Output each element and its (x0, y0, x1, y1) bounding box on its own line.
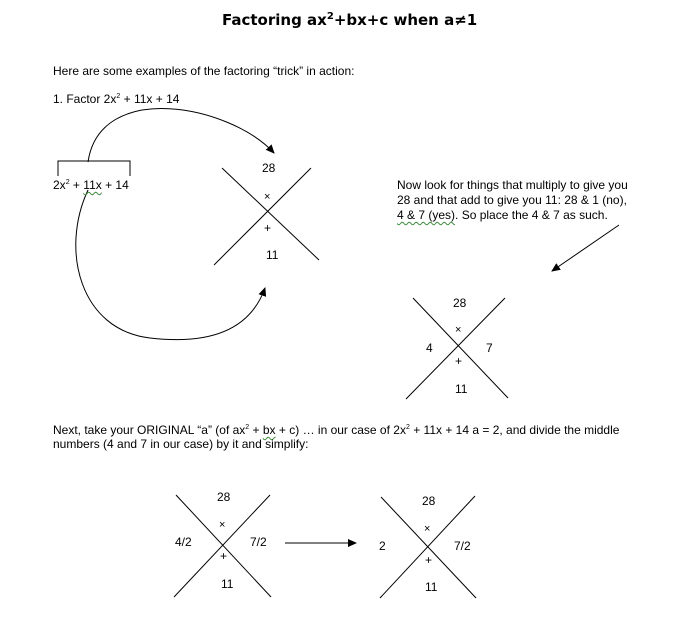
x3-times: × (219, 519, 226, 531)
next-line2: numbers (4 and 7 in our case) by it and simplify: (53, 437, 309, 451)
curved-arrow-top (88, 109, 274, 162)
x1-times: × (264, 191, 271, 203)
note-line2: 28 and that add to give you 11: 28 & 1 (no), (397, 193, 627, 207)
coefficient-bracket (58, 161, 130, 176)
x3-top: 28 (217, 490, 231, 504)
next-line1: Next, take your ORIGINAL “a” (of $ax^2$ + bx + c) … in our case of $2x^2 + 11x + 14$ a = 2, and divide the middle (53, 423, 620, 437)
x3-plus: + (220, 549, 228, 563)
x4-top: 28 (422, 494, 436, 508)
x3-right: 7/2 (250, 535, 267, 549)
x1-plus: + (264, 221, 272, 235)
page-title: Factoring $ax^2+bx+c$ when a≠1 (222, 11, 478, 29)
expression: $2x^2 + 11x + 14$ (53, 178, 129, 192)
x2-left: 4 (426, 341, 433, 355)
curved-arrow-bottom (76, 190, 265, 340)
x3-bottom: 11 (221, 577, 234, 591)
x1-bottom: 11 (266, 248, 279, 262)
x2-times: × (455, 324, 462, 336)
x4-times: × (424, 523, 431, 535)
note-arrow (552, 225, 619, 271)
x4-left: 2 (379, 539, 386, 553)
note-line1: Now look for things that multiply to give you (397, 178, 628, 192)
x1-top: 28 (262, 161, 276, 175)
x4-bottom: 11 (425, 580, 438, 594)
note-line3: 4 & 7 (yes). So place the 4 & 7 as such. (397, 208, 608, 222)
x4-plus: + (425, 553, 433, 567)
x2-plus: + (455, 354, 463, 368)
x3-left: 4/2 (175, 535, 192, 549)
x2-top: 28 (453, 296, 467, 310)
step1-text: 1. Factor $2x^2 + 11x + 14$ (53, 92, 180, 106)
x2-right: 7 (486, 341, 493, 355)
x2-bottom: 11 (455, 382, 468, 396)
intro-text: Here are some examples of the factoring “trick” in action: (53, 64, 355, 78)
x4-right: 7/2 (454, 539, 471, 553)
